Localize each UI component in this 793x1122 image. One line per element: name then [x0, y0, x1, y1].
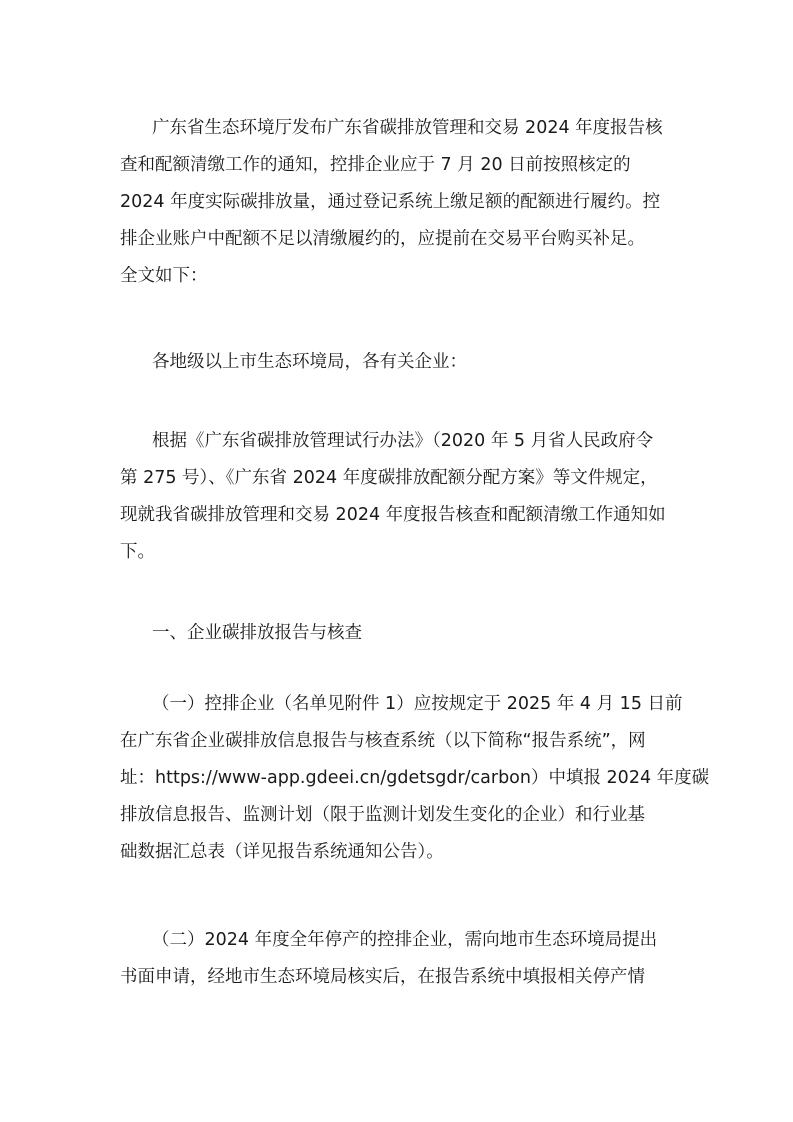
text-line: 排放信息报告、监测计划（限于监测计划发生变化的企业）和行业基 — [120, 805, 645, 825]
salutation-line: 各地级以上市生态环境局，各有关企业： — [152, 352, 467, 372]
section-title: 一、企业碳排放报告与核查 — [152, 623, 362, 643]
text-line: 现就我省碳排放管理和交易 2024 年度报告核查和配额清缴工作通知如 — [120, 505, 666, 525]
text-line: 础数据汇总表（详见报告系统通知公告）。 — [120, 842, 444, 862]
text-line: （一）控排企业（名单见附件 1）应按规定于 2025 年 4 月 15 日前 — [152, 694, 683, 714]
text-line-with-url: 址：https://www-app.gdeei.cn/gdetsgdr/carbon）中填报 2024 年度碳 — [120, 768, 710, 788]
text-line: 第 275 号）、《广东省 2024 年度碳排放配额分配方案》等文件规定， — [120, 468, 658, 488]
text-line: 下。 — [120, 542, 155, 562]
text-line: 广东省生态环境厅发布广东省碳排放管理和交易 2024 年度报告核 — [152, 118, 663, 138]
text-line: 2024 年度实际碳排放量，通过登记系统上缴足额的配额进行履约。控 — [120, 192, 661, 212]
text-line: 在广东省企业碳排放信息报告与核查系统（以下简称“报告系统”，网 — [120, 731, 646, 751]
text-line: 书面申请，经地市生态环境局核实后，在报告系统中填报相关停产情 — [120, 967, 645, 987]
text-line: （二）2024 年度全年停产的控排企业，需向地市生态环境局提出 — [152, 930, 658, 950]
text-line: 根据《广东省碳排放管理试行办法》（2020 年 5 月省人民政府令 — [152, 431, 654, 451]
text-line: 查和配额清缴工作的通知，控排企业应于 7 月 20 日前按照核定的 — [120, 155, 631, 175]
text-line: 排企业账户中配额不足以清缴履约的，应提前在交易平台购买补足。 — [120, 229, 645, 249]
text-line: 全文如下： — [120, 266, 208, 286]
